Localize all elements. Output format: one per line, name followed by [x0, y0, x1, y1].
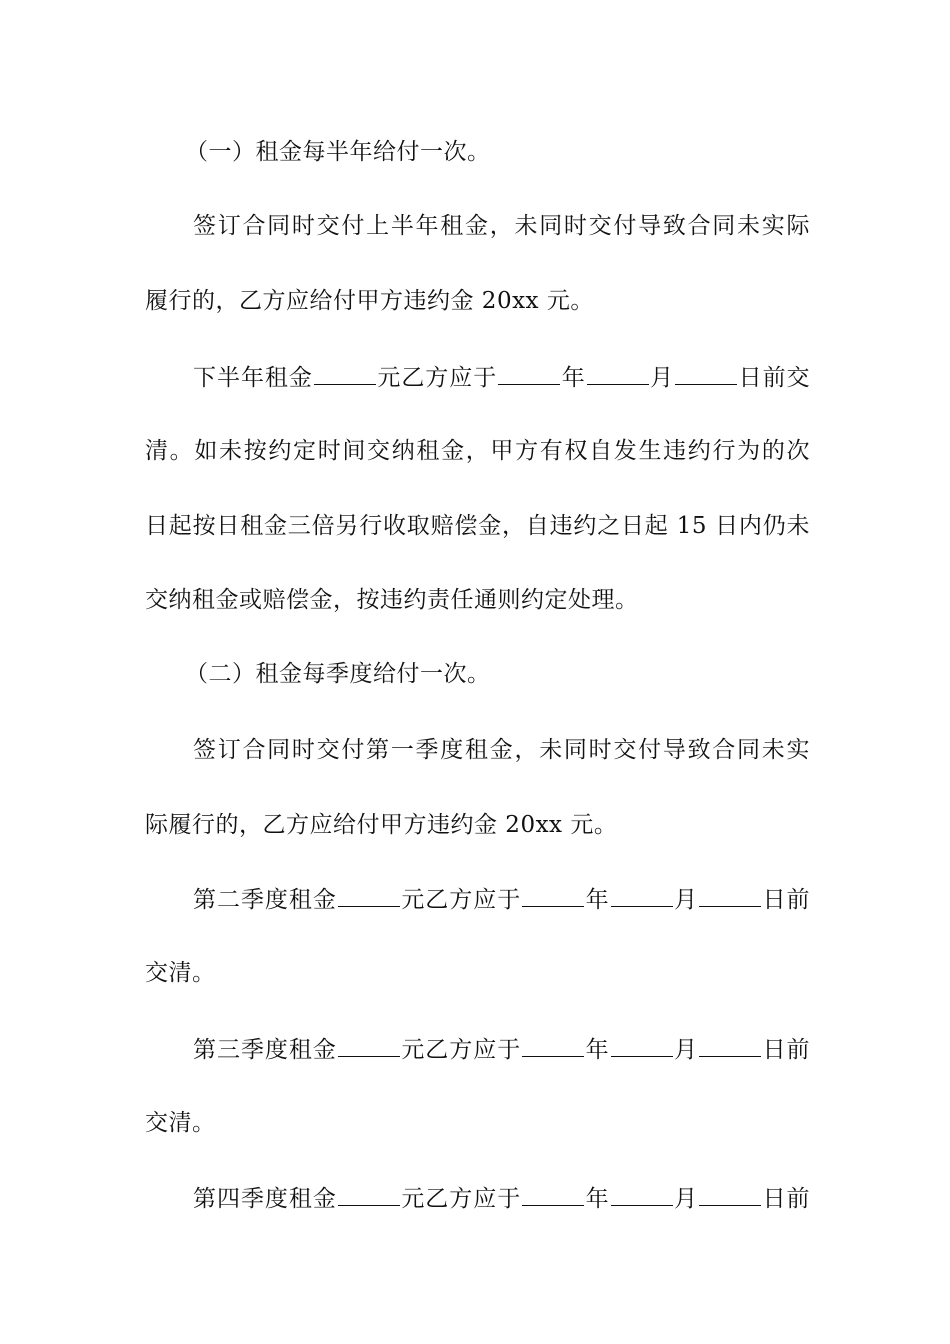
- line-text: 年: [585, 887, 610, 913]
- blank-month-field[interactable]: [611, 1183, 673, 1206]
- line-text: 下半年租金: [193, 365, 313, 391]
- blank-amount-field[interactable]: [338, 1183, 400, 1206]
- paragraph-text-line: 交清。: [145, 1110, 216, 1136]
- blank-day-field[interactable]: [699, 1183, 761, 1206]
- section-heading-semiannual: （一）租金每半年给付一次。: [185, 139, 491, 165]
- line-text: 日前: [762, 887, 811, 913]
- paragraph-text-line: 交清。: [145, 960, 216, 986]
- line-text: 元乙方应于: [400, 1037, 522, 1063]
- paragraph-text-line: 签订合同时交付上半年租金，未同时交付导致合同未实际: [193, 213, 810, 239]
- fill-in-line-second-half: [193, 362, 810, 393]
- blank-month-field[interactable]: [611, 884, 673, 907]
- paragraph-text-line: 签订合同时交付第一季度租金，未同时交付导致合同未实: [193, 737, 810, 763]
- blank-day-field[interactable]: [675, 362, 737, 385]
- blank-year-field[interactable]: [522, 884, 584, 907]
- line-text: 年: [561, 365, 586, 391]
- fill-in-line-q2: [193, 884, 810, 915]
- blank-month-field[interactable]: [587, 362, 649, 385]
- paragraph-text-line: 交纳租金或赔偿金，按违约责任通则约定处理。: [145, 587, 639, 613]
- line-text: 元乙方应于: [400, 1186, 522, 1212]
- line-text: 月: [673, 1186, 699, 1212]
- line-text: 第四季度租金: [193, 1186, 337, 1212]
- blank-day-field[interactable]: [699, 884, 761, 907]
- line-text: 日前: [762, 1186, 811, 1212]
- section-heading-quarterly: （二）租金每季度给付一次。: [185, 661, 491, 687]
- blank-amount-field[interactable]: [314, 362, 376, 385]
- paragraph-text-line: 履行的，乙方应给付甲方违约金 20xx 元。: [145, 288, 594, 314]
- line-text: 月: [673, 887, 699, 913]
- paragraph-text-line: 际履行的，乙方应给付甲方违约金 20xx 元。: [145, 812, 618, 838]
- line-text: 年: [585, 1186, 610, 1212]
- line-text: 年: [585, 1037, 610, 1063]
- blank-amount-field[interactable]: [338, 1034, 400, 1057]
- line-text: 月: [649, 365, 675, 391]
- blank-year-field[interactable]: [498, 362, 560, 385]
- paragraph-text-line: 清。如未按约定时间交纳租金，甲方有权自发生违约行为的次: [145, 438, 810, 464]
- blank-year-field[interactable]: [522, 1034, 584, 1057]
- line-text: 元乙方应于: [376, 365, 498, 391]
- blank-amount-field[interactable]: [338, 884, 400, 907]
- line-text: 第三季度租金: [193, 1037, 337, 1063]
- line-text: 日前: [762, 1037, 811, 1063]
- blank-year-field[interactable]: [522, 1183, 584, 1206]
- line-text: 月: [673, 1037, 699, 1063]
- fill-in-line-q4: [193, 1183, 810, 1214]
- fill-in-line-q3: [193, 1034, 810, 1065]
- blank-month-field[interactable]: [611, 1034, 673, 1057]
- line-text: 日前交: [738, 365, 811, 391]
- blank-day-field[interactable]: [699, 1034, 761, 1057]
- paragraph-text-line: 日起按日租金三倍另行收取赔偿金，自违约之日起 15 日内仍未: [145, 513, 810, 539]
- line-text: 元乙方应于: [400, 887, 522, 913]
- line-text: 第二季度租金: [193, 887, 337, 913]
